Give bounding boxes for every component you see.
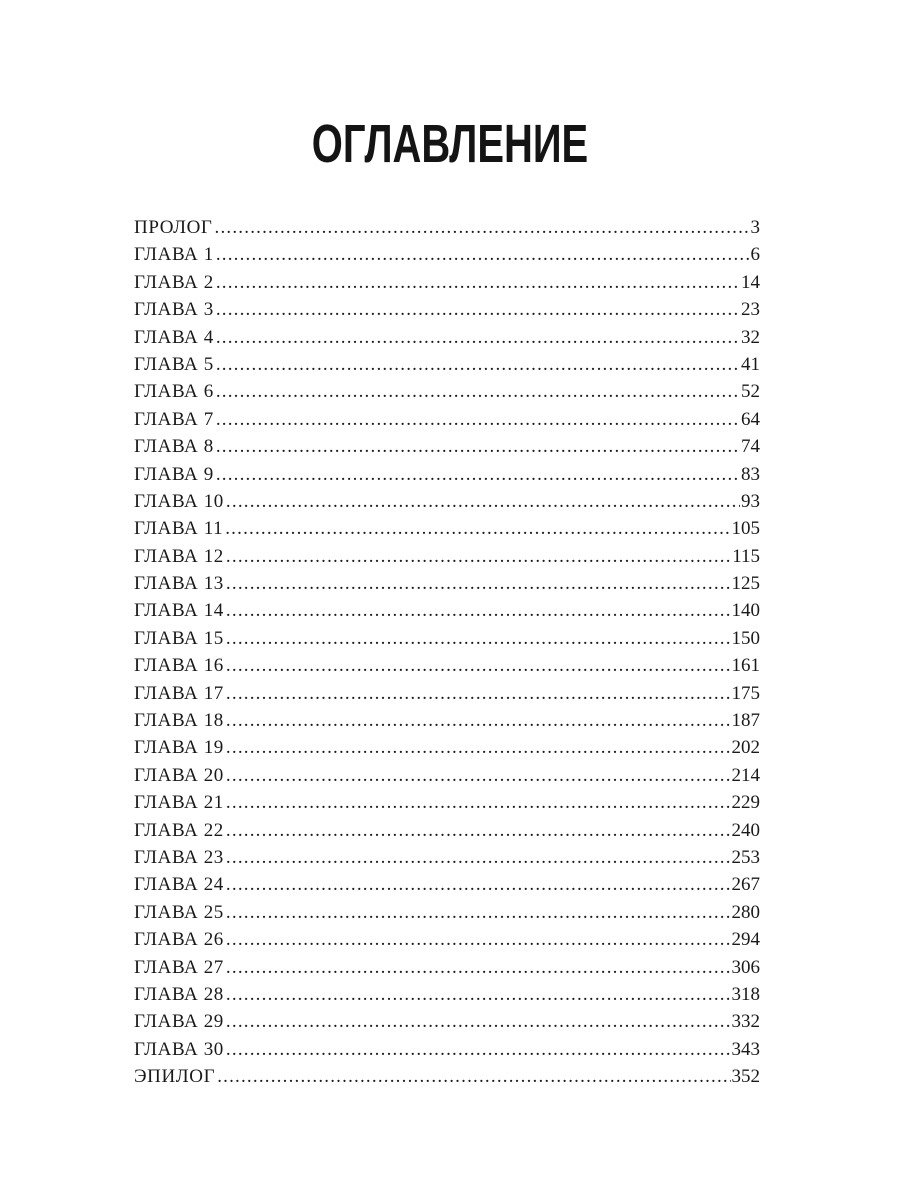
toc-entry-label: ГЛАВА 12 <box>134 545 224 567</box>
toc-entry <box>134 269 760 296</box>
toc-entry-page-number: 352 <box>731 1066 760 1088</box>
dot-leader <box>226 817 731 844</box>
toc-entry-page-number: 3 <box>750 217 760 238</box>
toc-entry-page-number: 41 <box>741 353 760 375</box>
dot-leader <box>216 269 740 296</box>
dot-leader <box>226 789 731 816</box>
dot-leader <box>226 734 731 761</box>
toc-entry-label: ГЛАВА 14 <box>134 600 224 622</box>
toc-entry-label: ЭПИЛОГ <box>134 1066 216 1088</box>
toc-entry-page-number: 74 <box>741 436 760 458</box>
dot-leader <box>216 324 740 351</box>
toc-entry <box>134 214 760 241</box>
toc-entry <box>134 378 760 405</box>
dot-leader <box>216 406 740 433</box>
toc-entry <box>134 899 760 926</box>
toc-entry <box>134 817 760 844</box>
toc-entry-page-number: 52 <box>741 381 760 403</box>
toc-entry-page-number: 253 <box>731 846 760 868</box>
toc-entry-label: ГЛАВА 9 <box>134 463 214 485</box>
toc-entry-page-number: 229 <box>731 792 760 814</box>
toc-entry <box>134 351 760 378</box>
toc-entry <box>134 597 760 624</box>
toc-entry <box>134 1008 760 1035</box>
toc-entry-label: ГЛАВА 7 <box>134 408 214 430</box>
dot-leader <box>226 1008 731 1035</box>
toc-entry <box>134 789 760 816</box>
toc-entry-page-number: 240 <box>731 819 760 841</box>
toc-entry-label: ГЛАВА 22 <box>134 819 224 841</box>
dot-leader <box>216 351 740 378</box>
toc-entry <box>134 570 760 597</box>
page-title: ОГЛАВЛЕНИЕ <box>311 114 589 174</box>
toc-entry-label: ГЛАВА 18 <box>134 710 224 732</box>
dot-leader <box>226 707 731 734</box>
toc-entry <box>134 844 760 871</box>
toc-entry <box>134 324 760 351</box>
dot-leader <box>226 871 731 898</box>
dot-leader <box>215 214 750 241</box>
toc-entry-label: ГЛАВА 8 <box>134 436 214 458</box>
toc-entry-page-number: 318 <box>731 983 760 1005</box>
toc-entry-page-number: 161 <box>731 655 760 677</box>
toc-entry-page-number: 140 <box>731 600 760 622</box>
toc-entry-label: ГЛАВА 16 <box>134 655 224 677</box>
toc-entry-label: ГЛАВА 29 <box>134 1011 224 1033</box>
toc-entry-label: ГЛАВА 15 <box>134 627 224 649</box>
dot-leader <box>226 981 731 1008</box>
toc-entry-label: ГЛАВА 17 <box>134 682 224 704</box>
dot-leader <box>216 296 740 323</box>
toc-entry <box>134 926 760 953</box>
toc-entry <box>134 954 760 981</box>
toc-entry-label: ГЛАВА 24 <box>134 874 224 896</box>
toc-entry <box>134 707 760 734</box>
toc-entry-label: ГЛАВА 1 <box>134 244 214 266</box>
toc-entry-label: ГЛАВА 27 <box>134 956 224 978</box>
toc-entry-page-number: 23 <box>741 299 760 321</box>
toc-entry-label: ГЛАВА 6 <box>134 381 214 403</box>
toc-entry <box>134 625 760 652</box>
dot-leader <box>226 543 731 570</box>
toc-entry <box>134 433 760 460</box>
toc-entry-page-number: 306 <box>731 956 760 978</box>
dot-leader <box>226 597 731 624</box>
toc-entry-page-number: 115 <box>732 545 760 567</box>
dot-leader <box>226 680 731 707</box>
dot-leader <box>226 652 731 679</box>
dot-leader <box>226 762 731 789</box>
toc-entry-label: ПРОЛОГ <box>134 217 213 238</box>
dot-leader <box>226 954 731 981</box>
toc-entry-page-number: 6 <box>750 244 760 266</box>
toc-entry <box>134 296 760 323</box>
toc-entry <box>134 488 760 515</box>
toc-entry-label: ГЛАВА 21 <box>134 792 224 814</box>
toc-entry-page-number: 332 <box>731 1011 760 1033</box>
dot-leader <box>226 926 731 953</box>
toc-entry-page-number: 202 <box>731 737 760 759</box>
dot-leader <box>216 433 740 460</box>
toc-entry-page-number: 105 <box>731 518 760 540</box>
toc-entry-page-number: 187 <box>731 710 760 732</box>
toc-entry-page-number: 64 <box>741 408 760 430</box>
toc-entry-page-number: 83 <box>741 463 760 485</box>
toc-entry-label: ГЛАВА 20 <box>134 764 224 786</box>
toc-entry <box>134 734 760 761</box>
toc-entry <box>134 1063 760 1090</box>
dot-leader <box>226 625 731 652</box>
dot-leader <box>216 241 750 268</box>
dot-leader <box>216 461 740 488</box>
toc-entry-page-number: 93 <box>741 490 760 512</box>
toc-entry-label: ГЛАВА 30 <box>134 1038 224 1060</box>
toc-entry-label: ГЛАВА 4 <box>134 326 214 348</box>
toc-entry-label: ГЛАВА 2 <box>134 271 214 293</box>
toc-entry-label: ГЛАВА 25 <box>134 901 224 923</box>
toc-entry-label: ГЛАВА 10 <box>134 490 224 512</box>
toc-entry <box>134 981 760 1008</box>
toc-entry-page-number: 32 <box>741 326 760 348</box>
toc-entry <box>134 543 760 570</box>
dot-leader <box>226 488 740 515</box>
toc-entry-page-number: 150 <box>731 627 760 649</box>
toc-entry-page-number: 125 <box>731 573 760 595</box>
toc-entry-page-number: 343 <box>731 1038 760 1060</box>
toc-entry-page-number: 280 <box>731 901 760 923</box>
toc-entry <box>134 871 760 898</box>
toc-entry-label: ГЛАВА 26 <box>134 929 224 951</box>
toc-entry-label: ГЛАВА 5 <box>134 353 214 375</box>
dot-leader <box>217 1063 730 1090</box>
toc-entry <box>134 461 760 488</box>
toc-entry-label: ГЛАВА 23 <box>134 846 224 868</box>
toc-entry <box>134 652 760 679</box>
toc-entry-label: ГЛАВА 11 <box>134 518 224 540</box>
toc-entry-page-number: 14 <box>741 271 760 293</box>
dot-leader <box>216 378 740 405</box>
table-of-contents <box>134 214 760 1091</box>
dot-leader <box>226 844 731 871</box>
dot-leader <box>225 515 730 542</box>
toc-entry-page-number: 214 <box>731 764 760 786</box>
toc-entry-label: ГЛАВА 13 <box>134 573 224 595</box>
toc-entry <box>134 762 760 789</box>
dot-leader <box>226 1036 731 1063</box>
toc-entry-page-number: 267 <box>731 874 760 896</box>
toc-entry <box>134 1036 760 1063</box>
toc-entry-page-number: 294 <box>731 929 760 951</box>
toc-entry <box>134 406 760 433</box>
toc-entry <box>134 515 760 542</box>
toc-entry-page-number: 175 <box>731 682 760 704</box>
toc-entry-label: ГЛАВА 3 <box>134 299 214 321</box>
toc-entry <box>134 680 760 707</box>
dot-leader <box>226 570 731 597</box>
toc-entry <box>134 241 760 268</box>
toc-entry-label: ГЛАВА 19 <box>134 737 224 759</box>
dot-leader <box>226 899 731 926</box>
toc-entry-label: ГЛАВА 28 <box>134 983 224 1005</box>
